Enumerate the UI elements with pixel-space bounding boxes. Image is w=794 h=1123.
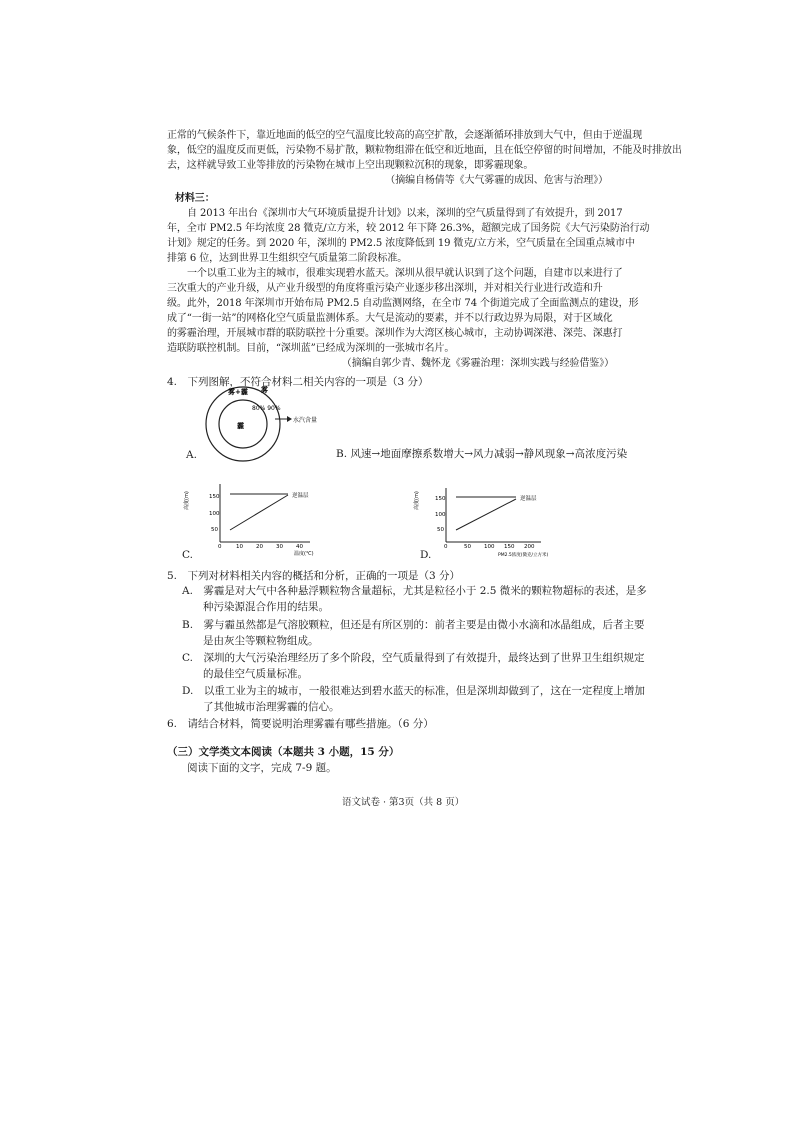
question-stem: 5. 下列对材料相关内容的概括和分析，正确的一项是（3 分） (167, 570, 461, 582)
y-tick-label: 150 (209, 494, 220, 500)
x-tick-label: 50 (464, 544, 471, 550)
text-line: 计划》规定的任务。到 2020 年，深圳的 PM2.5 浓度降低到 19 微克/立方米，空气质量在全国重点城市中 (167, 238, 635, 249)
x-tick-label: 0 (218, 544, 222, 550)
x-tick-label: 0 (444, 544, 448, 550)
chart-c (184, 478, 328, 558)
x-tick-label: 20 (256, 544, 263, 550)
legend-label: 逆温层 (292, 493, 309, 499)
y-axis-label: 高度(m) (414, 491, 420, 510)
x-tick-label: 40 (296, 544, 303, 550)
label-humidity: 水汽含量 (293, 417, 318, 424)
x-tick-label: 30 (276, 544, 283, 550)
y-tick-label: 50 (211, 527, 218, 533)
legend-label: 逆温层 (520, 496, 537, 502)
label-fog-haze: 雾+霾 (228, 388, 248, 396)
text-line: 级。此外，2018 年深圳市开始布局 PM2.5 自动监测网络，在全市 74 个街道完成了全面监测点的建设，形 (167, 298, 639, 309)
section-heading: 材料三： (175, 193, 215, 204)
option-c: C. 深圳的大气污染治理经历了多个阶段，空气质量得到了有效提升，最终达到了世界卫生组织规定 (182, 652, 645, 664)
x-axis-label: PM2.5浓度(微克/立方米) (498, 553, 549, 558)
fog-haze-diagram (195, 384, 335, 464)
y-axis-label: 高度(m) (184, 491, 190, 510)
text-line: 年，全市 PM2.5 年均浓度 28 微克/立方米，较 2012 年下降 26.3%，超额完成了国务院《大气污染防治行动 (167, 223, 650, 234)
source-citation: （摘编自郭少青、魏怀龙《雾霾治理：深圳实践与经验借鉴》） (341, 358, 614, 369)
y-tick-label: 150 (435, 496, 446, 502)
option-a: A. 雾霾是对大气中各种悬浮颗粒物含量超标，尤其是粒径小于 2.5 微米的颗粒物超标的表述，是多 (182, 585, 647, 597)
trend-line (230, 495, 288, 530)
text-line: 成了“一街一站”的网格化空气质量监测体系。大气是流动的要素，并不以行政边界为局限，对于区域化 (167, 313, 613, 324)
question-6: 6. 请结合材料，简要说明治理雾霾有哪些措施。（6 分） (167, 718, 434, 730)
y-tick-label: 100 (435, 512, 446, 518)
text-line: 造联防联控机制。目前，“深圳蓝”已经成为深圳的一张城市名片。 (167, 343, 455, 354)
x-tick-label: 100 (484, 544, 495, 550)
option-c-cont: 的最佳空气质量标准。 (203, 668, 308, 680)
chart-d (414, 480, 556, 560)
option-c-label: C. (182, 549, 193, 561)
label-fog: 雾 (261, 386, 268, 394)
label-haze: 霾 (237, 422, 244, 430)
label-pct: 80% 90% (252, 405, 281, 412)
x-tick-label: 150 (504, 544, 515, 550)
y-tick-label: 100 (209, 511, 220, 517)
text-line: 象，低空的温度反而更低，污染物不易扩散，颗粒物组滞在低空和近地面，且在低空停留的时间增加，不能及时排放出 (167, 145, 682, 156)
question-stem: 4. 下列图解，不符合材料二相关内容的一项是（3 分） (167, 376, 429, 388)
page-footer: 语文试卷 · 第3页（共 8 页） (342, 797, 465, 808)
section-title: （三）文学类文本阅读（本题共 3 小题，15 分） (167, 746, 400, 758)
text-line: 自 2013 年出台《深圳市大气环境质量提升计划》以来，深圳的空气质量得到了有效提升，到 2017 (187, 208, 623, 219)
text-line: 排第 6 位，达到世界卫生组织空气质量第二阶段标准。 (167, 253, 408, 264)
text-line: 正常的气候条件下，靠近地面的低空的空气温度比较高的高空扩散，会逐渐循环排放到大气中，但由于逆温现 (167, 130, 643, 141)
option-b: B. 雾与霾虽然都是气溶胶颗粒，但还是有所区别的：前者主要是由微小水滴和冰晶组成，后者主要 (182, 619, 645, 631)
option-d: D. 以重工业为主的城市，一般很难达到碧水蓝天的标准，但是深圳却做到了，这在一定程度上增加 (182, 685, 645, 697)
x-axis-label: 温度(℃) (294, 551, 314, 557)
option-a-label: A. (186, 449, 197, 461)
x-tick-label: 10 (236, 544, 243, 550)
text-line: 三次重大的产业升级，从产业升级型的角度将重污染产业逐步移出深圳，并对相关行业进行改造和升 (167, 283, 603, 294)
text-line: 的雾霾治理，开展城市群的联防联控十分重要。深圳作为大湾区核心城市，主动协调深港、深莞、深惠打 (167, 328, 623, 339)
option-a-cont: 种污染源混合作用的结果。 (203, 601, 329, 613)
option-d-label: D. (420, 549, 432, 561)
source-citation: （摘编自杨倩等《大气雾霾的成因、危害与治理》） (385, 175, 608, 186)
option-d-cont: 了其他城市治理雾霾的信心。 (203, 701, 340, 713)
arrow-head (287, 416, 292, 422)
trend-line (456, 499, 516, 530)
section-instruction: 阅读下面的文字，完成 7-9 题。 (187, 762, 337, 774)
option-b: B. 风速→地面摩擦系数增大→风力减弱→静风现象→高浓度污染 (336, 448, 628, 460)
y-tick-label: 50 (437, 527, 444, 533)
text-line: 去，这样就导致工业等排放的污染物在城市上空出现颗粒沉积的现象，即雾霾现象。 (167, 160, 534, 171)
option-b-cont: 是由灰尘等颗粒物组成。 (203, 635, 319, 647)
text-line: 一个以重工业为主的城市，很难实现碧水蓝天。深圳从很早就认识到了这个问题，自建市以来进行了 (187, 268, 623, 279)
x-tick-label: 200 (524, 544, 535, 550)
